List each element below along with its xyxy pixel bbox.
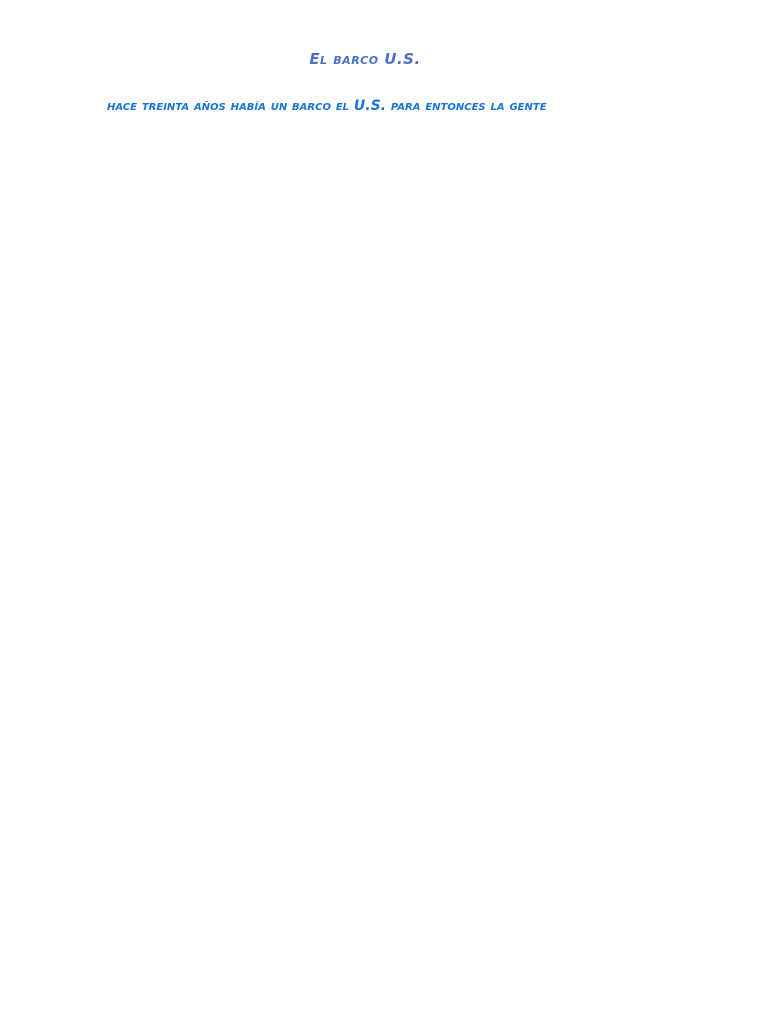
document-body: hace treinta años había un barco el U.S. para entonces la gente <box>107 98 547 114</box>
document-title: El barco U.S. <box>309 50 421 68</box>
